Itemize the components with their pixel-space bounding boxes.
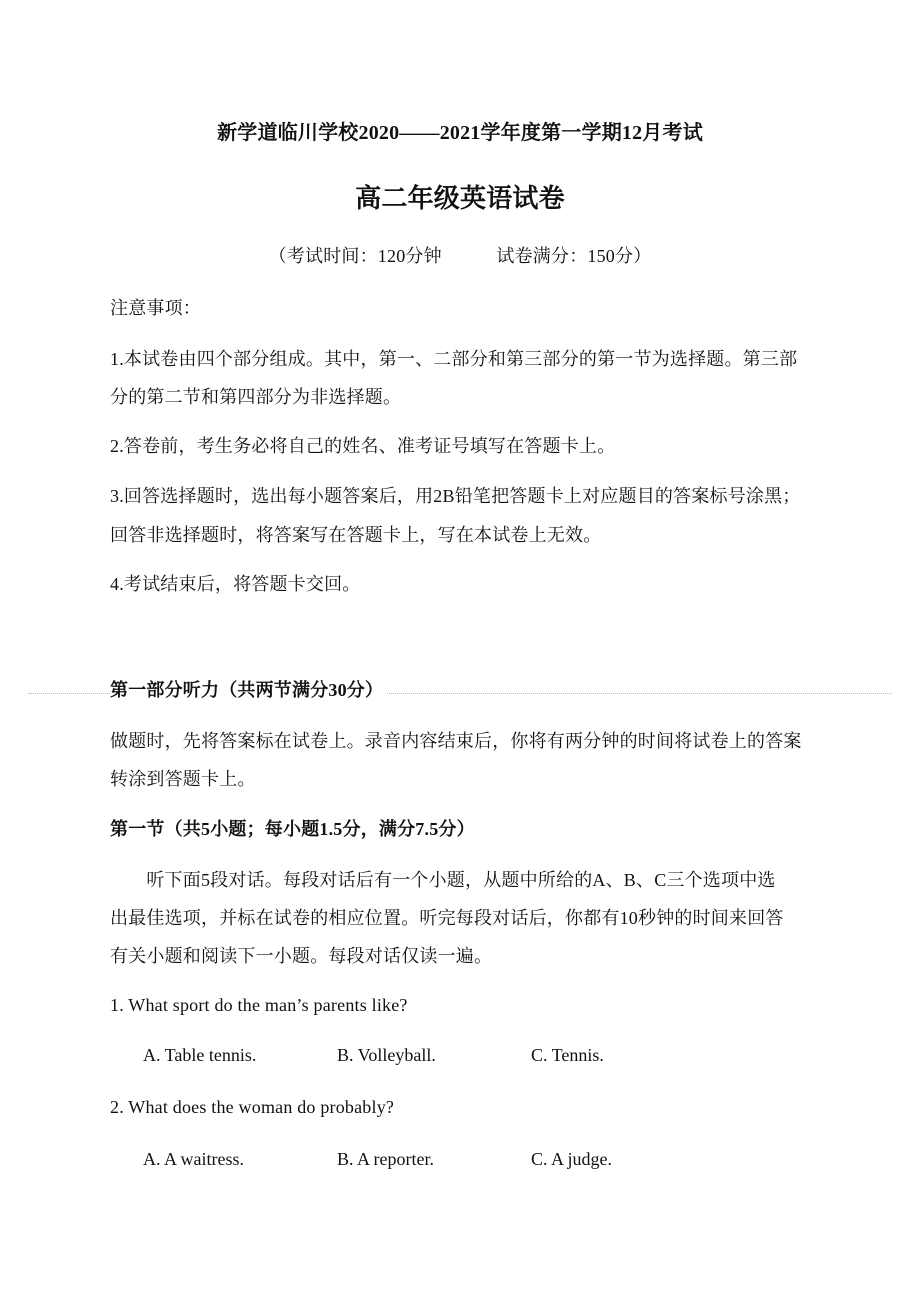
part1-instructions-line-1: 做题时，先将答案标在试卷上。录音内容结束后，你将有两分钟的时间将试卷上的答案 <box>110 731 802 751</box>
section1-instructions-line-2: 出最佳选项，并标在试卷的相应位置。听完每段对话后，你都有10秒钟的时间来回答 <box>110 908 784 928</box>
question-1-option-b: B. Volleyball. <box>337 1045 436 1065</box>
question-1-option-c: C. Tennis. <box>531 1045 604 1065</box>
note-2: 2.答卷前，考生务必将自己的姓名、准考证号填写在答题卡上。 <box>110 436 616 456</box>
note-3-line-1: 3.回答选择题时，选出每小题答案后，用2B铅笔把答题卡上对应题目的答案标号涂黑； <box>110 486 801 506</box>
question-1: 1. What sport do the man’s parents like? <box>110 995 408 1015</box>
section1-instructions-line-3: 有关小题和阅读下一小题。每段对话仅读一遍。 <box>110 946 493 966</box>
part1-instructions-line-2: 转涂到答题卡上。 <box>110 769 256 789</box>
note-3-line-2: 回答非选择题时，将答案写在答题卡上，写在本试卷上无效。 <box>110 525 602 545</box>
note-4: 4.考试结束后，将答题卡交回。 <box>110 574 361 594</box>
notes-heading: 注意事项： <box>110 298 201 318</box>
section1-instructions-line-1: 听下面5段对话。每段对话后有一个小题，从题中所给的A、B、C三个选项中选 <box>110 870 776 890</box>
note-1-line-2: 分的第二节和第四部分为非选择题。 <box>110 387 402 407</box>
question-2-option-a: A. A waitress. <box>143 1149 244 1169</box>
note-1-line-1: 1.本试卷由四个部分组成。其中，第一、二部分和第三部分的第一节为选择题。第三部 <box>110 349 798 369</box>
question-1-option-a: A. Table tennis. <box>143 1045 257 1065</box>
question-2: 2. What does the woman do probably? <box>110 1097 395 1117</box>
exam-info: （考试时间：120分钟 试卷满分：150分） <box>268 246 652 266</box>
school-title: 新学道临川学校2020——2021学年度第一学期12月考试 <box>217 122 703 144</box>
section1-heading: 第一节（共5小题；每小题1.5分，满分7.5分） <box>110 819 475 839</box>
question-2-option-c: C. A judge. <box>531 1149 613 1169</box>
exam-title: 高二年级英语试卷 <box>355 184 565 213</box>
question-2-option-b: B. A reporter. <box>337 1149 434 1169</box>
part1-heading: 第一部分听力（共两节满分30分） <box>110 678 387 702</box>
